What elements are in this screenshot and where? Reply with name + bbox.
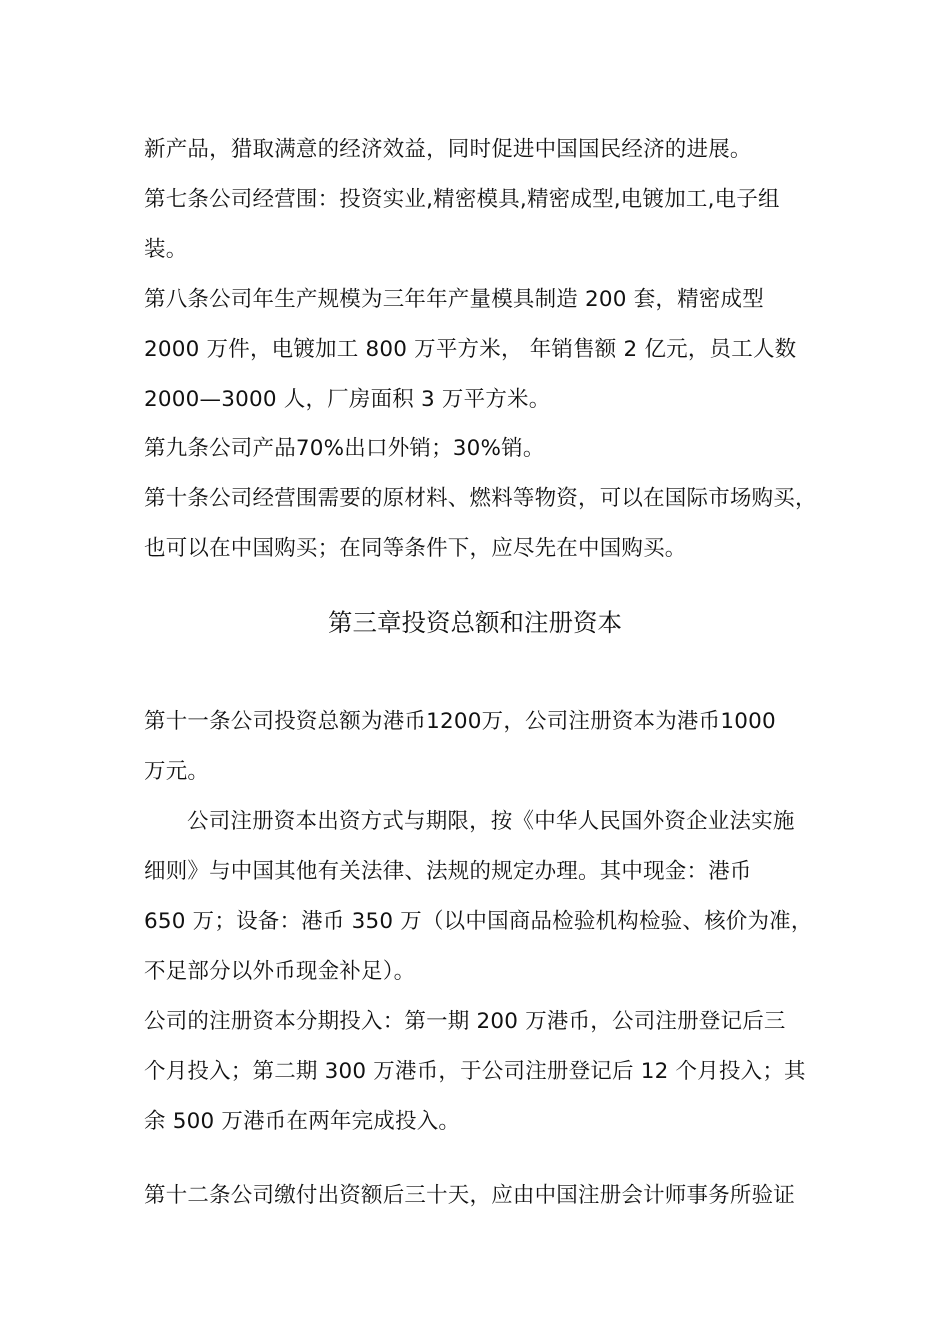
paragraph-line: 新产品，猎取满意的经济效益，同时促进中国国民经济的进展。 <box>144 137 752 162</box>
paragraph-line: 2000 万件，电镀加工 800 万平方米， 年销售额 2 亿元，员工人数 <box>144 337 797 362</box>
paragraph-line: 不足部分以外币现金补足）。 <box>144 959 416 984</box>
paragraph-line: 余 500 万港币在两年完成投入。 <box>144 1109 461 1134</box>
paragraph-line: 公司的注册资本分期投入：第一期 200 万港币，公司注册登记后三 <box>144 1009 786 1034</box>
paragraph-line: 650 万；设备：港币 350 万（以中国商品检验机构检验、核价为准， <box>144 909 813 934</box>
paragraph-line: 细则》与中国其他有关法律、法规的规定办理。其中现金：港币 <box>144 859 752 884</box>
paragraph-line: 第七条公司经营围：投资实业,精密模具,精密成型,电镀加工,电子组 <box>144 187 780 212</box>
paragraph-line: 公司注册资本出资方式与期限，按《中华人民国外资企业法实施 <box>187 809 795 834</box>
paragraph-line: 第九条公司产品70%出口外销；30%销。 <box>144 436 545 461</box>
paragraph-line: 万元。 <box>144 759 210 784</box>
paragraph-line: 第八条公司年生产规模为三年年产量模具制造 200 套，精密成型 <box>144 287 764 312</box>
paragraph-line: 第十一条公司投资总额为港币1200万，公司注册资本为港币1000 <box>144 709 776 734</box>
chapter-heading: 第三章投资总额和注册资本 <box>328 608 622 637</box>
paragraph-line: 装。 <box>144 237 188 262</box>
paragraph-line: 2000—3000 人，厂房面积 3 万平方米。 <box>144 387 551 412</box>
paragraph-line: 第十条公司经营围需要的原材料、燃料等物资，可以在国际市场购买， <box>144 486 817 511</box>
paragraph-line: 个月投入；第二期 300 万港币，于公司注册登记后 12 个月投入；其 <box>144 1059 806 1084</box>
paragraph-line: 也可以在中国购买；在同等条件下，应尽先在中国购买。 <box>144 536 687 561</box>
paragraph-line: 第十二条公司缴付出资额后三十天，应由中国注册会计师事务所验证 <box>144 1183 796 1208</box>
